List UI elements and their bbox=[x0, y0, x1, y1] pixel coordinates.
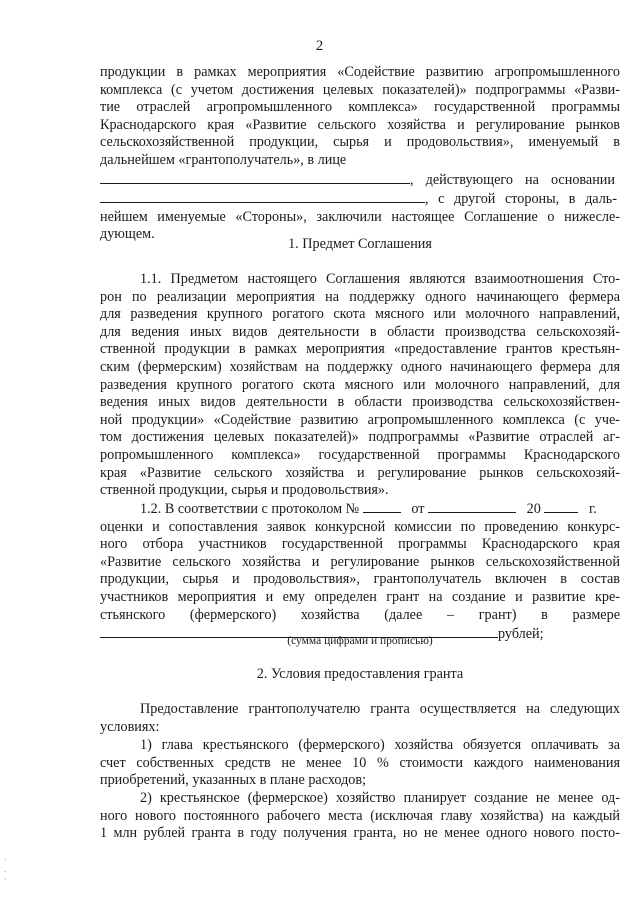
protocol-line bbox=[100, 499, 620, 519]
text-line: стьянского (фермерского) хозяйства (далее – грант) в размере bbox=[100, 606, 620, 623]
text-line: 2) крестьянское (фермерское) хозяйство планирует создание не менее од- bbox=[140, 790, 620, 806]
text-line: участников мероприятия и ему определен грант на создание и развитие кре- bbox=[100, 588, 620, 605]
text-line: края «Развитие сельского хозяйства и регулирование рынков сельскохозяй- bbox=[100, 464, 620, 481]
text-line: комплекса (с учетом достижения целевых показателей)» подпрограммы «Разви- bbox=[100, 81, 620, 98]
text-line: для разведения крупного рогатого скота мясного или молочного направлений, bbox=[100, 306, 620, 323]
section-heading: 2. Условия предоставления гранта bbox=[256, 666, 464, 682]
paragraph-body bbox=[100, 519, 620, 625]
text-line: условиях: bbox=[100, 718, 160, 735]
signatory-line bbox=[100, 170, 620, 190]
text-fragment: рублей; bbox=[498, 626, 544, 643]
text-fragment: , действующего на основании bbox=[410, 171, 615, 188]
text-line: продукции в рамках мероприятия «Содействие развитию агропромышленного bbox=[100, 64, 620, 80]
section-2-intro bbox=[100, 701, 620, 736]
text-line: счет собственных средств не менее 10 % стоимости каждого наименования bbox=[100, 754, 620, 771]
text-line: продукции, сырья и продовольствия», грантополучатель включен в состав bbox=[100, 571, 620, 588]
text-line: рон по реализации мероприятия на поддержку одного начинающего фермера bbox=[100, 288, 620, 305]
text-line: 1 млн рублей гранта в году получения гранта, но не менее одного нового посто- bbox=[100, 825, 620, 842]
text-line: оценки и сопоставления заявок конкурсной комиссии по проведению конкурс- bbox=[100, 518, 620, 535]
text-line: ропромышленного комплекса» государственной программы Краснодарского bbox=[100, 446, 620, 463]
text-line: сельскохозяйственной продукции, сырья и продовольствия», именуемый в bbox=[100, 134, 620, 151]
text-line: ного нового постоянного рабочего места (исключая главу хозяйства) на каждый bbox=[100, 807, 620, 824]
year-blank bbox=[544, 499, 578, 513]
blank-field bbox=[100, 189, 425, 203]
text-fragment: 20 bbox=[526, 501, 541, 517]
text-line: приобретений, указанных в плане расходов; bbox=[100, 772, 367, 789]
text-line: дующем. bbox=[100, 226, 155, 243]
text-line: 1.1. Предметом настоящего Соглашения являются взаимоотношения Сто- bbox=[140, 271, 620, 287]
text-line: ного отбора участников государственной программы Краснодарского края bbox=[100, 536, 620, 553]
text-fragment: 1.2. В соответствии с протоколом № bbox=[140, 501, 360, 517]
blank-field bbox=[100, 170, 410, 184]
text-fragment: г. bbox=[589, 501, 597, 517]
paragraph-1-1 bbox=[100, 271, 620, 500]
scan-specks: · . · bbox=[4, 855, 7, 884]
text-line: нейшем именуемые «Стороны», заключили настоящее Соглашение о нижесле- bbox=[100, 208, 620, 225]
paragraph-1-2 bbox=[100, 499, 620, 644]
text-line: ственной продукции, сырья и продовольствия». bbox=[100, 482, 389, 499]
intro-paragraph bbox=[100, 64, 620, 244]
text-fragment: от bbox=[411, 501, 425, 517]
text-line: дальнейшем «грантополучатель», в лице bbox=[100, 151, 347, 168]
text-line: ственной продукции в рамках мероприятия «предоставление грантов крестьян- bbox=[100, 341, 620, 358]
text-line: ским (фермерским) хозяйствам на поддержку одного начинающего фермера для bbox=[100, 358, 620, 375]
condition-2 bbox=[100, 790, 620, 843]
text-fragment: , с другой стороны, в даль- bbox=[425, 191, 617, 208]
text-line: тие отраслей агропромышленного комплекса» государственной программы bbox=[100, 99, 620, 116]
protocol-number-blank bbox=[363, 499, 401, 513]
text-line: 1) глава крестьянского (фермерского) хозяйства обязуется оплачивать за bbox=[140, 737, 620, 753]
text-line: разведения крупного рогатого скота мясного или молочного направлений, для bbox=[100, 376, 620, 393]
text-line: «Развитие сельского хозяйства и регулирование рынков сельскохозяйственной bbox=[100, 553, 620, 570]
signatory-line bbox=[100, 189, 620, 209]
text-line: Предоставление грантополучателю гранта осуществляется на следующих bbox=[140, 701, 620, 717]
condition-1 bbox=[100, 737, 620, 790]
date-blank bbox=[428, 499, 516, 513]
text-line: ной продукции» «Содействие развитию агропромышленного комплекса (с уче- bbox=[100, 411, 620, 428]
text-line: Краснодарского края «Развитие сельского хозяйства и регулирование рынков bbox=[100, 116, 620, 133]
text-line: ведения иных видов деятельности в области производства сельскохозяйствен- bbox=[100, 394, 620, 411]
text-line: для ведения иных видов деятельности в области производства сельскохозяй- bbox=[100, 323, 620, 340]
text-line: том достижения целевых показателей)» подпрограммы «Развитие отраслей аг- bbox=[100, 429, 620, 446]
section-heading: 1. Предмет Соглашения bbox=[288, 236, 432, 252]
amount-caption: (сумма цифрами и прописью) bbox=[287, 635, 433, 647]
page-number: 2 bbox=[315, 38, 324, 54]
